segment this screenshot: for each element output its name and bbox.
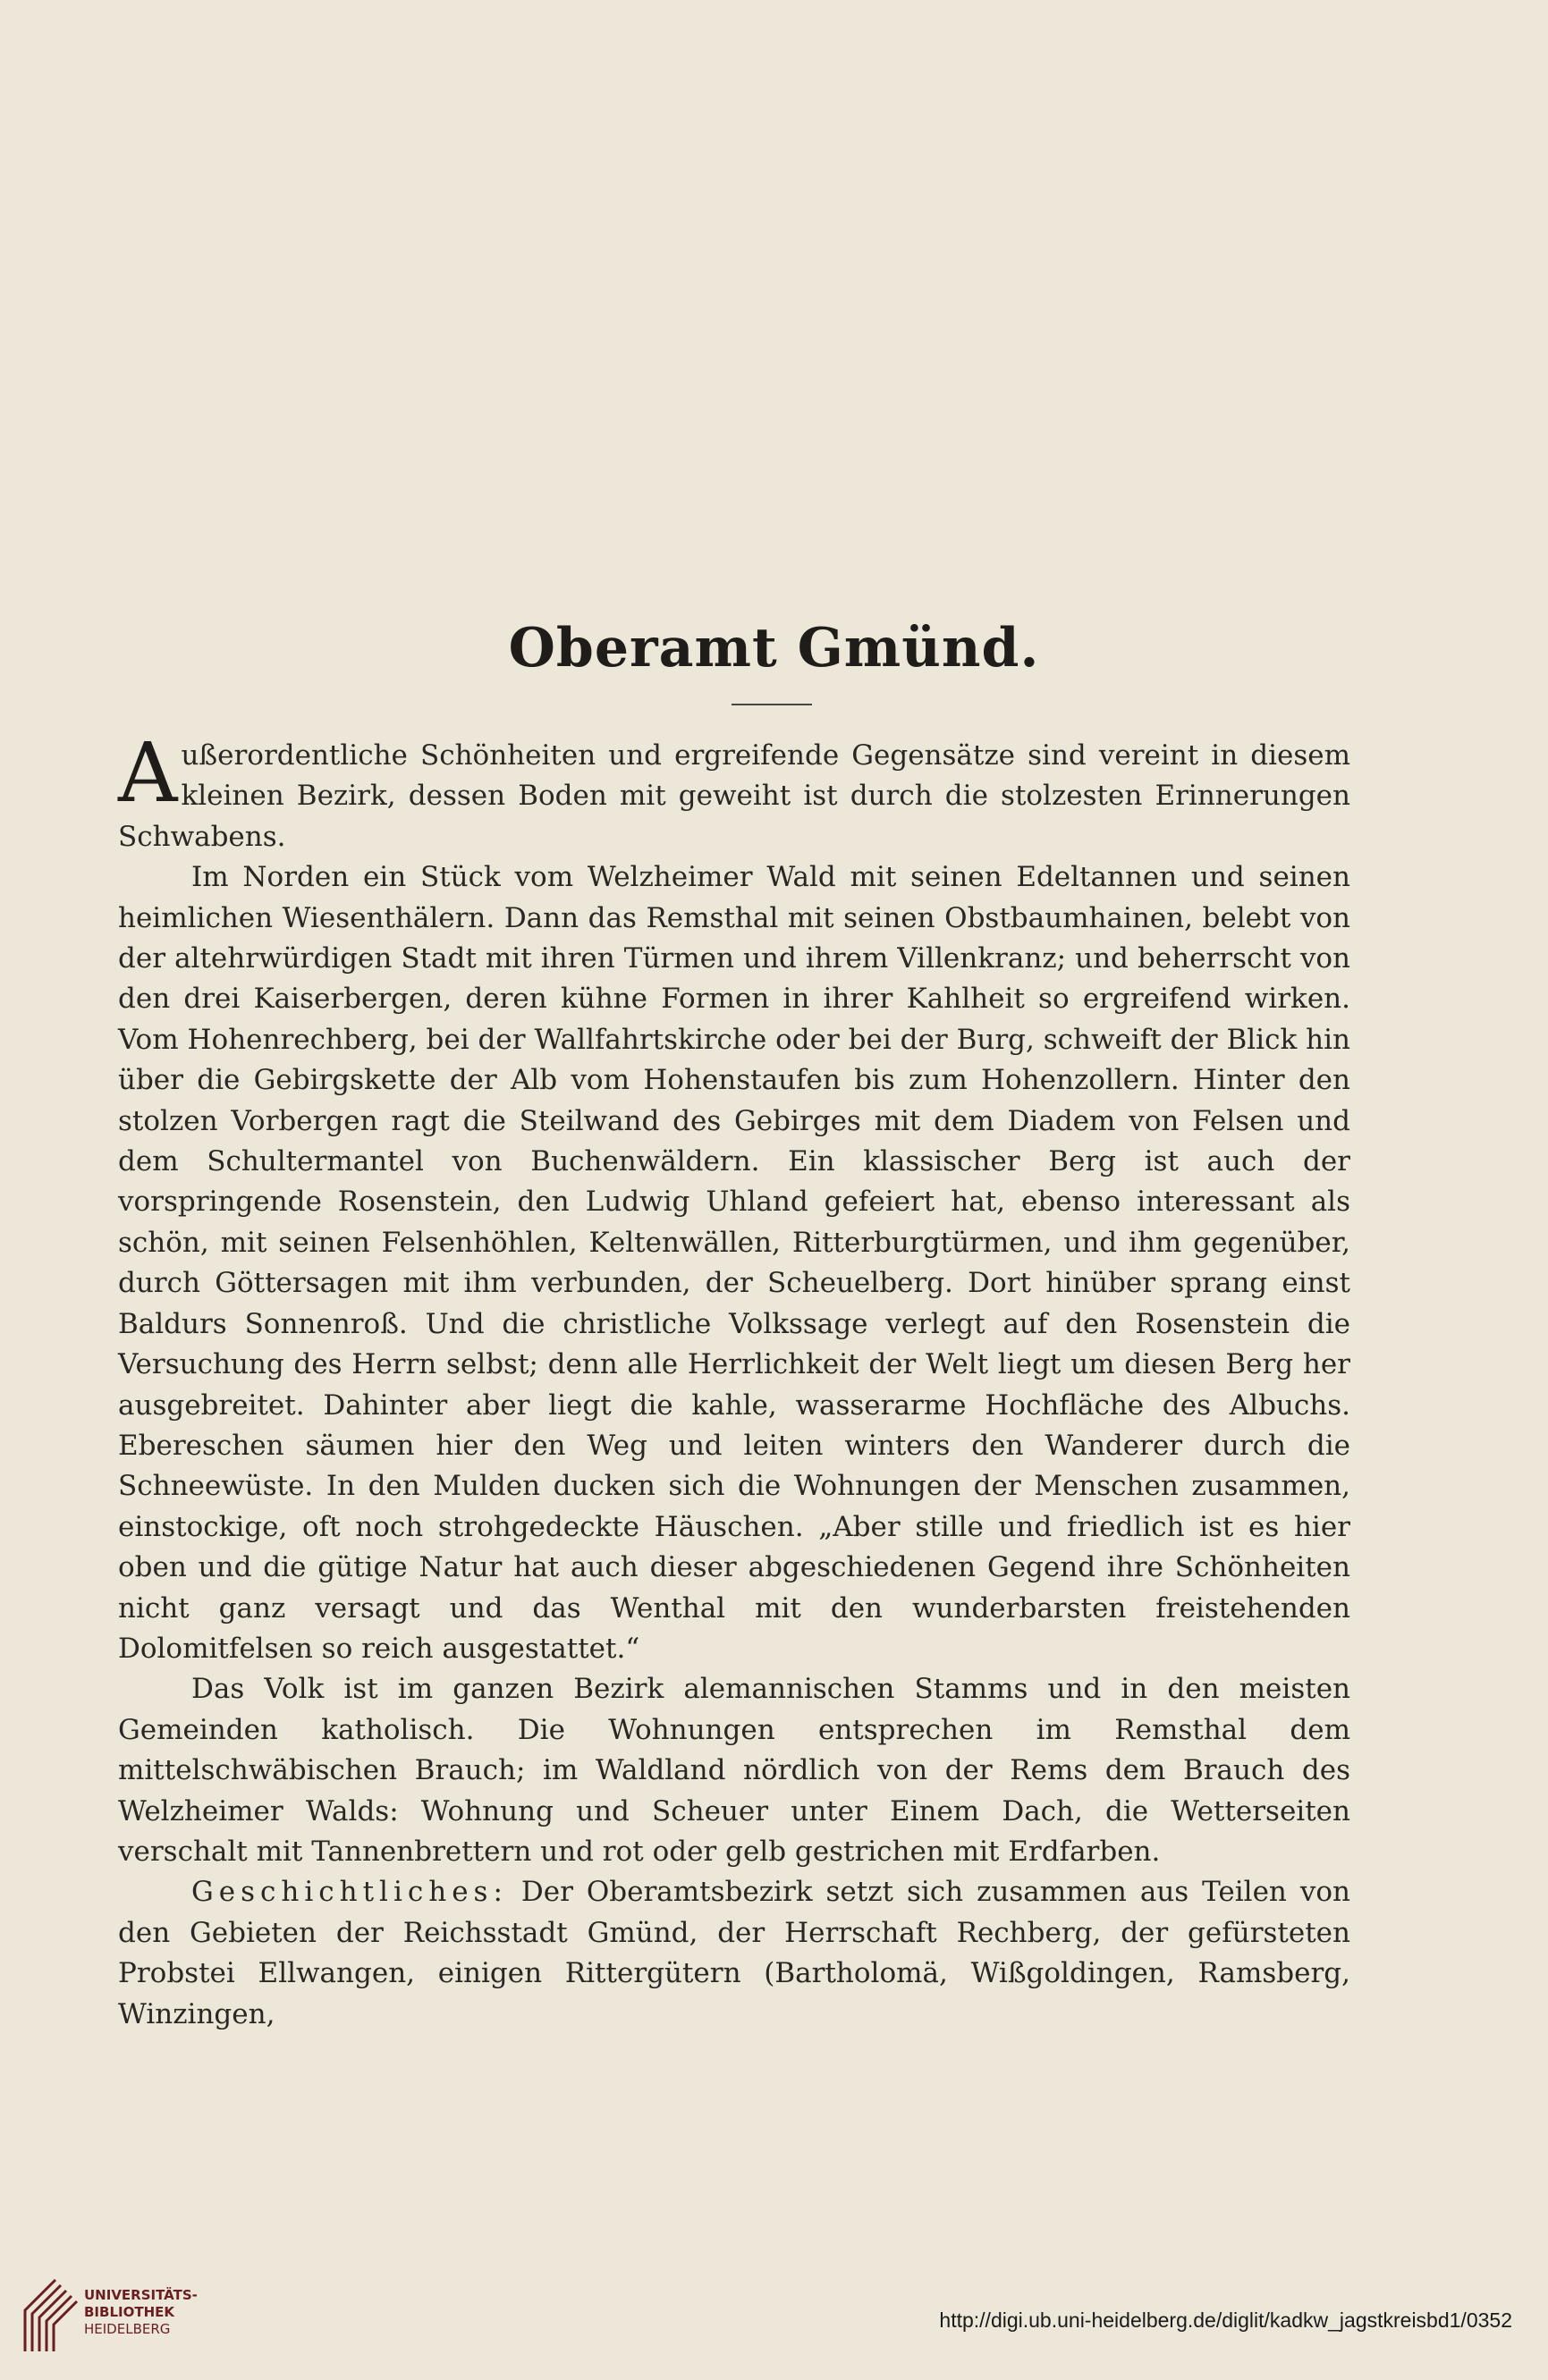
source-url-link[interactable]: http://digi.ub.uni-heidelberg.de/diglit/kadkw_jagstkreisbd1/0352	[939, 2308, 1512, 2332]
paragraph: Das Volk ist im ganzen Bezirk alemannischen Stamms und in den meisten Gemeinden katholisch. Die Wohnungen entsprechen im Remsthal dem mittelschwäbischen Brauch; im Waldland nördlich von der Rems dem Brauch des Welzheimer Walds: Wohnung und Scheuer unter Einem Dach, die Wetterseiten verschalt mit Tannenbrettern und rot oder gelb gestrichen mit Erdfarben.	[118, 1673, 1350, 1868]
library-logo[interactable]	[20, 2275, 199, 2355]
logo-line: HEIDELBERG	[84, 2321, 171, 2337]
page-title: Oberamt Gmünd.	[508, 617, 1040, 679]
drop-cap: A	[118, 725, 178, 821]
logo-line: UNIVERSITÄTS-	[84, 2287, 198, 2303]
body-text	[118, 725, 1351, 2035]
library-logo-text	[84, 2287, 198, 2338]
logo-line: BIBLIOTHEK	[84, 2304, 174, 2320]
section-label: Geschichtliches:	[191, 1876, 508, 1909]
title-divider	[732, 704, 812, 705]
paragraph	[118, 1872, 1350, 2035]
paragraph-text: Der Oberamtsbezirk setzt sich zusammen aus Teilen von den Gebieten der Reichsstadt Gmünd, der Herrschaft Rechberg, der gefürsteten Probstei Ellwangen, einigen Rittergütern (Bartholomä, Wißgoldingen, Ramsberg, Winzingen,	[118, 1876, 1351, 2030]
paragraph: Im Norden ein Stück vom Welzheimer Wald mit seinen Edeltannen und seinen heimlichen Wiesenthälern. Dann das Remsthal mit seinen Obstbaumhainen, belebt von der altehrwürdigen Stadt mit ihren Türmen und ihrem Villenkranz; und beherrscht von den drei Kaiserbergen, deren kühne Formen in ihrer Kahlheit so ergreifend wirken. Vom Hohenrechberg, bei der Wallfahrtskirche oder bei der Burg, schweift der Blick hin über die Gebirgskette der Alb vom Hohenstaufen bis zum Hohenzollern. Hinter den stolzen Vorbergen ragt die Steilwand des Gebirges mit dem Diadem von Felsen und dem Schultermantel von Buchenwäldern. Ein klassischer Berg ist auch der vorspringende Rosenstein, den Ludwig Uhland gefeiert hat, ebenso interessant als schön, mit seinen Felsenhöhlen, Keltenwällen, Ritterburgtürmen, und ihm gegenüber, durch Göttersagen mit ihm verbunden, der Scheuelberg. Dort hinüber sprang einst Baldurs Sonnenroß. Und die christliche Volkssage verlegt auf den Rosenstein die Versuchung des Herrn selbst; denn alle Herrlichkeit der Welt liegt um diesen Berg her ausgebreitet. Dahinter aber liegt die kahle, wasserarme Hochfläche des Albuchs. Ebereschen säumen hier den Weg und leiten winters den Wanderer durch die Schneewüste. In den Mulden ducken sich die Wohnungen der Menschen zusammen, einstockige, oft noch strohgedeckte Häuschen. „Aber stille und friedlich ist es hier oben und die gütige Natur hat auch dieser abgeschiedenen Gegend ihre Schönheiten nicht ganz versagt und das Wenthal mit den wunderbarsten freistehenden Dolomitfelsen so reich ausgestattet.“	[118, 861, 1350, 1665]
paragraph	[118, 725, 1350, 857]
paragraph-text: ußerordentliche Schönheiten und ergreifende Gegensätze sind vereint in diesem kleinen Bezirk, dessen Boden mit geweiht ist durch die stolzesten Erinnerungen Schwabens.	[118, 739, 1350, 853]
library-logo-icon	[20, 2275, 79, 2355]
